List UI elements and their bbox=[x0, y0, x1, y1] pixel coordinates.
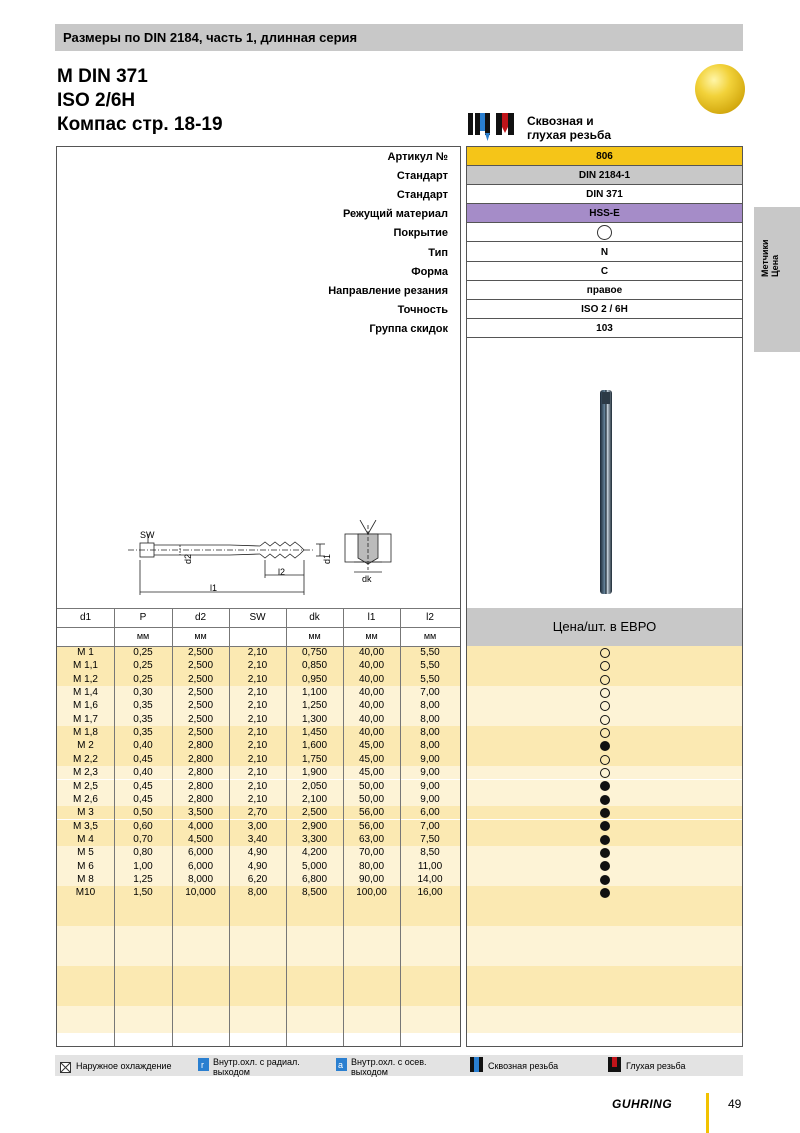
table-cell-P: 0,80 bbox=[133, 847, 153, 859]
table-cell-l1: 45,00 bbox=[358, 753, 385, 765]
table-cell-SW: 2,10 bbox=[247, 793, 268, 805]
price-row-bg bbox=[467, 900, 742, 913]
tool-drawing bbox=[120, 520, 410, 605]
table-cell-d1: M 2,6 bbox=[72, 793, 98, 805]
radial-coolant-icon bbox=[198, 1058, 209, 1076]
table-cell-SW: 2,10 bbox=[247, 727, 268, 739]
legend-radial-coolant-line1: Внутр.охл. с радиал. bbox=[213, 1057, 300, 1067]
property-label: Режущий материал bbox=[342, 208, 448, 221]
legend-axial-coolant bbox=[351, 1058, 427, 1077]
legend-axial-coolant-line1: Внутр.охл. с осев. bbox=[351, 1057, 427, 1067]
thread-type-label-line1: Сквозная и bbox=[527, 114, 594, 128]
table-cell-SW: 4,90 bbox=[247, 847, 268, 859]
table-cell-d2: 2,800 bbox=[187, 753, 214, 765]
table-cell-d1: M 2,3 bbox=[72, 767, 98, 779]
through-and-blind-hole-icon bbox=[466, 111, 522, 143]
on-request-circle-icon[interactable] bbox=[600, 728, 610, 738]
table-cell-l1: 40,00 bbox=[358, 700, 385, 712]
table-cell-l1: 100,00 bbox=[356, 887, 387, 899]
table-cell-SW: 2,10 bbox=[247, 673, 268, 685]
property-label: Стандарт bbox=[396, 170, 448, 183]
table-cell-d1: M 1,6 bbox=[72, 700, 98, 712]
table-cell-SW: 3,00 bbox=[247, 820, 268, 832]
product-title: M DIN 371 bbox=[57, 66, 148, 87]
column-unit: мм bbox=[365, 631, 378, 641]
table-cell-d1: M 8 bbox=[77, 873, 94, 885]
external-coolant-icon bbox=[60, 1060, 71, 1078]
coating-ball-icon bbox=[695, 64, 745, 114]
table-cell-d1: M 1,8 bbox=[72, 727, 98, 739]
table-cell-P: 1,00 bbox=[133, 860, 153, 872]
table-cell-d1: M 1,7 bbox=[72, 713, 98, 725]
in-stock-dot-icon[interactable] bbox=[600, 835, 610, 845]
table-cell-l1: 63,00 bbox=[358, 833, 385, 845]
table-cell-SW: 2,10 bbox=[247, 740, 268, 752]
table-cell-l2: 16,00 bbox=[417, 887, 443, 899]
table-cell-P: 0,50 bbox=[133, 807, 153, 819]
table-cell-l2: 11,00 bbox=[417, 860, 443, 872]
sw-label: SW bbox=[140, 530, 155, 540]
table-cell-d2: 4,500 bbox=[187, 833, 214, 845]
property-label: Тип bbox=[428, 246, 448, 259]
table-cell-P: 0,35 bbox=[133, 727, 153, 739]
table-cell-d1: M 3 bbox=[77, 807, 94, 819]
table-cell-P: 0,40 bbox=[133, 767, 153, 779]
table-cell-dk: 1,300 bbox=[301, 713, 328, 725]
table-cell-dk: 1,750 bbox=[301, 753, 328, 765]
table-cell-l2: 8,00 bbox=[420, 700, 440, 712]
on-request-circle-icon[interactable] bbox=[600, 688, 610, 698]
thread-type-label-line2: глухая резьба bbox=[527, 128, 612, 142]
table-cell-dk: 4,200 bbox=[301, 847, 328, 859]
table-cell-d1: M10 bbox=[75, 887, 96, 899]
price-row-bg bbox=[467, 913, 742, 926]
table-cell-P: 0,35 bbox=[133, 700, 153, 712]
table-cell-l2: 8,00 bbox=[420, 713, 440, 725]
table-cell-l1: 80,00 bbox=[358, 860, 385, 872]
side-tab-line1: Метчики bbox=[760, 239, 770, 277]
table-cell-d2: 2,500 bbox=[187, 700, 214, 712]
property-label: Точность bbox=[397, 303, 448, 316]
table-cell-P: 1,25 bbox=[133, 873, 153, 885]
column-unit: мм bbox=[136, 631, 150, 641]
price-row-bg bbox=[467, 926, 742, 939]
table-cell-P: 0,25 bbox=[133, 673, 153, 685]
column-header: P bbox=[139, 612, 147, 623]
table-cell-d2: 2,500 bbox=[187, 687, 214, 699]
table-cell-P: 0,45 bbox=[133, 753, 153, 765]
table-cell-d1: M 2,2 bbox=[72, 753, 98, 765]
table-cell-l2: 8,50 bbox=[420, 847, 440, 859]
table-cell-dk: 3,300 bbox=[301, 833, 328, 845]
table-cell-P: 1,50 bbox=[133, 887, 153, 899]
table-cell-SW: 2,10 bbox=[247, 687, 268, 699]
table-cell-dk: 0,850 bbox=[301, 660, 328, 672]
legend-blind-hole bbox=[626, 1062, 685, 1072]
table-cell-d2: 2,800 bbox=[187, 740, 214, 752]
table-cell-l2: 8,00 bbox=[420, 740, 440, 752]
column-header: l2 bbox=[426, 612, 434, 623]
price-row-bg bbox=[467, 953, 742, 966]
on-request-circle-icon[interactable] bbox=[600, 755, 610, 765]
table-cell-P: 0,40 bbox=[133, 740, 153, 752]
table-cell-l2: 6,00 bbox=[420, 807, 440, 819]
d1-label: d1 bbox=[322, 553, 333, 565]
table-cell-l1: 50,00 bbox=[358, 793, 385, 805]
property-value: DIN 371 bbox=[467, 185, 742, 204]
table-cell-l1: 56,00 bbox=[358, 820, 385, 832]
table-cell-d1: M 4 bbox=[77, 833, 94, 845]
column-header: d1 bbox=[79, 612, 92, 623]
on-request-circle-icon[interactable] bbox=[600, 715, 610, 725]
thread-type-icons bbox=[466, 111, 522, 148]
table-cell-dk: 2,050 bbox=[301, 780, 328, 792]
property-label: Покрытие bbox=[393, 227, 448, 240]
table-cell-SW: 2,10 bbox=[247, 700, 268, 712]
table-cell-dk: 1,450 bbox=[301, 727, 328, 739]
table-cell-SW: 2,10 bbox=[247, 767, 268, 779]
property-value: C bbox=[467, 262, 742, 281]
axial-coolant-icon bbox=[336, 1058, 347, 1076]
price-row-bg bbox=[467, 993, 742, 1006]
table-cell-dk: 2,900 bbox=[301, 820, 328, 832]
table-cell-SW: 4,90 bbox=[247, 860, 268, 872]
column-header: dk bbox=[309, 612, 320, 623]
table-cell-l1: 40,00 bbox=[358, 647, 385, 658]
table-cell-d2: 3,500 bbox=[187, 807, 214, 819]
table-cell-d1: M 1 bbox=[77, 647, 94, 658]
property-label: Артикул № bbox=[387, 151, 448, 163]
table-cell-d2: 8,000 bbox=[187, 873, 214, 885]
column-unit: мм bbox=[423, 631, 437, 641]
legend-through-hole bbox=[488, 1062, 558, 1072]
side-tab-line2: Цена bbox=[770, 254, 780, 277]
table-cell-dk: 2,100 bbox=[301, 793, 328, 805]
legend-axial-coolant-line2: выходом bbox=[351, 1066, 388, 1077]
column-header: l1 bbox=[367, 612, 376, 623]
table-cell-d2: 2,500 bbox=[187, 660, 214, 672]
table-cell-l2: 7,00 bbox=[420, 687, 440, 699]
table-cell-dk: 0,950 bbox=[301, 673, 328, 685]
svg-text:r: r bbox=[201, 1060, 204, 1070]
uncoated-circle-icon bbox=[597, 225, 612, 240]
legend-external-coolant bbox=[76, 1062, 171, 1072]
table-cell-d2: 2,500 bbox=[187, 673, 214, 685]
property-label: Форма bbox=[411, 265, 448, 278]
in-stock-dot-icon[interactable] bbox=[600, 848, 610, 858]
table-cell-d1: M 2 bbox=[77, 740, 94, 752]
table-cell-d1: M 2,5 bbox=[72, 780, 98, 792]
table-cell-l1: 90,00 bbox=[358, 873, 385, 885]
table-cell-l1: 45,00 bbox=[358, 767, 385, 779]
table-cell-dk: 6,800 bbox=[301, 873, 328, 885]
table-cell-l1: 50,00 bbox=[358, 780, 385, 792]
table-cell-dk: 1,600 bbox=[301, 740, 328, 752]
table-cell-d1: M 3,5 bbox=[72, 820, 98, 832]
legend-radial-coolant bbox=[213, 1058, 300, 1077]
l1-label: l1 bbox=[210, 583, 218, 593]
table-cell-d2: 2,800 bbox=[187, 767, 214, 779]
table-cell-dk: 5,000 bbox=[301, 860, 328, 872]
table-cell-P: 0,35 bbox=[133, 713, 153, 725]
column-unit: мм bbox=[308, 631, 321, 641]
table-cell-l2: 5,50 bbox=[420, 660, 440, 672]
d2-label: d2 bbox=[183, 553, 194, 565]
table-cell-l2: 5,50 bbox=[420, 647, 440, 658]
table-cell-SW: 6,20 bbox=[247, 873, 268, 885]
table-cell-dk: 2,500 bbox=[301, 807, 328, 819]
table-cell-l1: 70,00 bbox=[358, 847, 385, 859]
legend-radial-coolant-line2: выходом bbox=[213, 1066, 250, 1077]
tap-illustration bbox=[594, 388, 618, 596]
column-unit: мм bbox=[194, 631, 207, 641]
table-cell-dk: 1,100 bbox=[301, 687, 328, 699]
table-cell-l1: 40,00 bbox=[358, 727, 385, 739]
table-cell-SW: 2,70 bbox=[247, 807, 268, 819]
table-cell-P: 0,30 bbox=[133, 687, 153, 699]
header-bar bbox=[55, 24, 743, 51]
footer-accent-bar bbox=[706, 1093, 709, 1133]
table-cell-dk: 1,250 bbox=[301, 700, 328, 712]
legend-external-coolant-label: Наружное охлаждение bbox=[76, 1061, 172, 1071]
table-cell-P: 0,25 bbox=[133, 647, 153, 658]
table-cell-SW: 2,10 bbox=[247, 780, 268, 792]
price-row-bg bbox=[467, 1006, 742, 1019]
on-request-circle-icon[interactable] bbox=[600, 675, 610, 685]
on-request-circle-icon[interactable] bbox=[600, 648, 610, 658]
table-cell-SW: 2,10 bbox=[247, 713, 268, 725]
table-cell-SW: 8,00 bbox=[247, 887, 268, 899]
property-value: правое bbox=[467, 281, 742, 300]
legend-blind-hole-label: Глухая резьба bbox=[626, 1061, 686, 1071]
table-cell-d1: M 1,1 bbox=[72, 660, 98, 672]
table-cell-d1: M 6 bbox=[77, 860, 94, 872]
through-hole-icon bbox=[470, 1057, 484, 1077]
thread-type-label bbox=[527, 114, 611, 142]
table-cell-l2: 9,00 bbox=[420, 793, 440, 805]
dk-label: dk bbox=[362, 574, 372, 584]
table-cell-SW: 2,10 bbox=[247, 753, 268, 765]
table-cell-P: 0,60 bbox=[133, 820, 153, 832]
property-value: 806 bbox=[467, 147, 742, 166]
tool-dimension-drawing bbox=[120, 520, 410, 600]
table-cell-SW: 2,10 bbox=[247, 660, 268, 672]
property-value bbox=[467, 223, 742, 242]
side-tab-taps-price[interactable] bbox=[754, 207, 800, 352]
property-value: ISO 2 / 6H bbox=[467, 300, 742, 319]
table-cell-d2: 4,000 bbox=[187, 820, 214, 832]
table-cell-l1: 40,00 bbox=[358, 687, 385, 699]
svg-text:a: a bbox=[338, 1060, 344, 1070]
table-cell-l1: 40,00 bbox=[358, 713, 385, 725]
table-cell-l2: 14,00 bbox=[417, 873, 443, 885]
table-cell-dk: 0,750 bbox=[301, 647, 328, 658]
column-header: SW bbox=[249, 612, 266, 623]
header-title: Размеры по DIN 2184, часть 1, длинная серия bbox=[63, 30, 358, 45]
price-header: Цена/шт. в ЕВРО bbox=[467, 608, 742, 646]
property-value: N bbox=[467, 243, 742, 262]
tap-image bbox=[594, 388, 618, 601]
table-cell-d2: 10,000 bbox=[185, 887, 216, 899]
table-cell-P: 0,25 bbox=[133, 660, 153, 672]
table-cell-P: 0,70 bbox=[133, 833, 153, 845]
table-cell-P: 0,45 bbox=[133, 793, 153, 805]
table-cell-SW: 2,10 bbox=[247, 647, 268, 658]
on-request-circle-icon[interactable] bbox=[600, 768, 610, 778]
price-row-bg bbox=[467, 980, 742, 993]
property-label: Направление резания bbox=[328, 284, 448, 297]
table-cell-l2: 9,00 bbox=[420, 780, 440, 792]
brand-logo: GUHRING bbox=[612, 1097, 673, 1111]
page-number: 49 bbox=[728, 1097, 742, 1111]
table-cell-l1: 56,00 bbox=[358, 807, 385, 819]
in-stock-dot-icon[interactable] bbox=[600, 795, 610, 805]
blind-hole-icon bbox=[608, 1057, 622, 1077]
table-cell-l1: 45,00 bbox=[358, 740, 385, 752]
property-label: Группа скидок bbox=[369, 322, 448, 335]
table-cell-d2: 6,000 bbox=[187, 847, 214, 859]
product-tolerance: ISO 2/6H bbox=[57, 90, 136, 111]
legend-through-hole-label: Сквозная резьба bbox=[488, 1061, 559, 1071]
table-cell-d2: 2,500 bbox=[187, 647, 214, 658]
table-cell-SW: 3,40 bbox=[247, 833, 268, 845]
table-cell-d1: M 1,2 bbox=[72, 673, 98, 685]
property-value: 103 bbox=[467, 319, 742, 338]
table-cell-dk: 1,900 bbox=[301, 767, 328, 779]
table-cell-d2: 2,800 bbox=[187, 780, 214, 792]
table-cell-d2: 2,800 bbox=[187, 793, 214, 805]
table-cell-l2: 8,00 bbox=[420, 727, 440, 739]
table-cell-l2: 7,00 bbox=[420, 820, 440, 832]
price-row-bg bbox=[467, 966, 742, 979]
table-cell-d1: M 1,4 bbox=[72, 687, 98, 699]
table-cell-d1: M 5 bbox=[77, 847, 94, 859]
table-cell-P: 0,45 bbox=[133, 780, 153, 792]
side-tab-label bbox=[760, 239, 780, 277]
property-label: Стандарт bbox=[396, 189, 448, 202]
price-row-bg bbox=[467, 940, 742, 953]
table-cell-d2: 2,500 bbox=[187, 713, 214, 725]
table-cell-d2: 2,500 bbox=[187, 727, 214, 739]
l2-label: l2 bbox=[278, 567, 286, 577]
column-header: d2 bbox=[194, 612, 207, 623]
in-stock-dot-icon[interactable] bbox=[600, 808, 610, 818]
table-cell-l1: 40,00 bbox=[358, 660, 385, 672]
property-value: DIN 2184-1 bbox=[467, 166, 742, 185]
catalog-reference: Компас стр. 18-19 bbox=[57, 114, 223, 135]
table-cell-l2: 9,00 bbox=[420, 767, 440, 779]
price-row-bg bbox=[467, 1020, 742, 1033]
table-cell-l1: 40,00 bbox=[358, 673, 385, 685]
table-cell-l2: 7,50 bbox=[420, 833, 440, 845]
table-cell-l2: 9,00 bbox=[420, 753, 440, 765]
table-cell-dk: 8,500 bbox=[301, 887, 328, 899]
property-value: HSS-E bbox=[467, 204, 742, 223]
table-cell-d2: 6,000 bbox=[187, 860, 214, 872]
in-stock-dot-icon[interactable] bbox=[600, 875, 610, 885]
table-cell-l2: 5,50 bbox=[420, 673, 440, 685]
